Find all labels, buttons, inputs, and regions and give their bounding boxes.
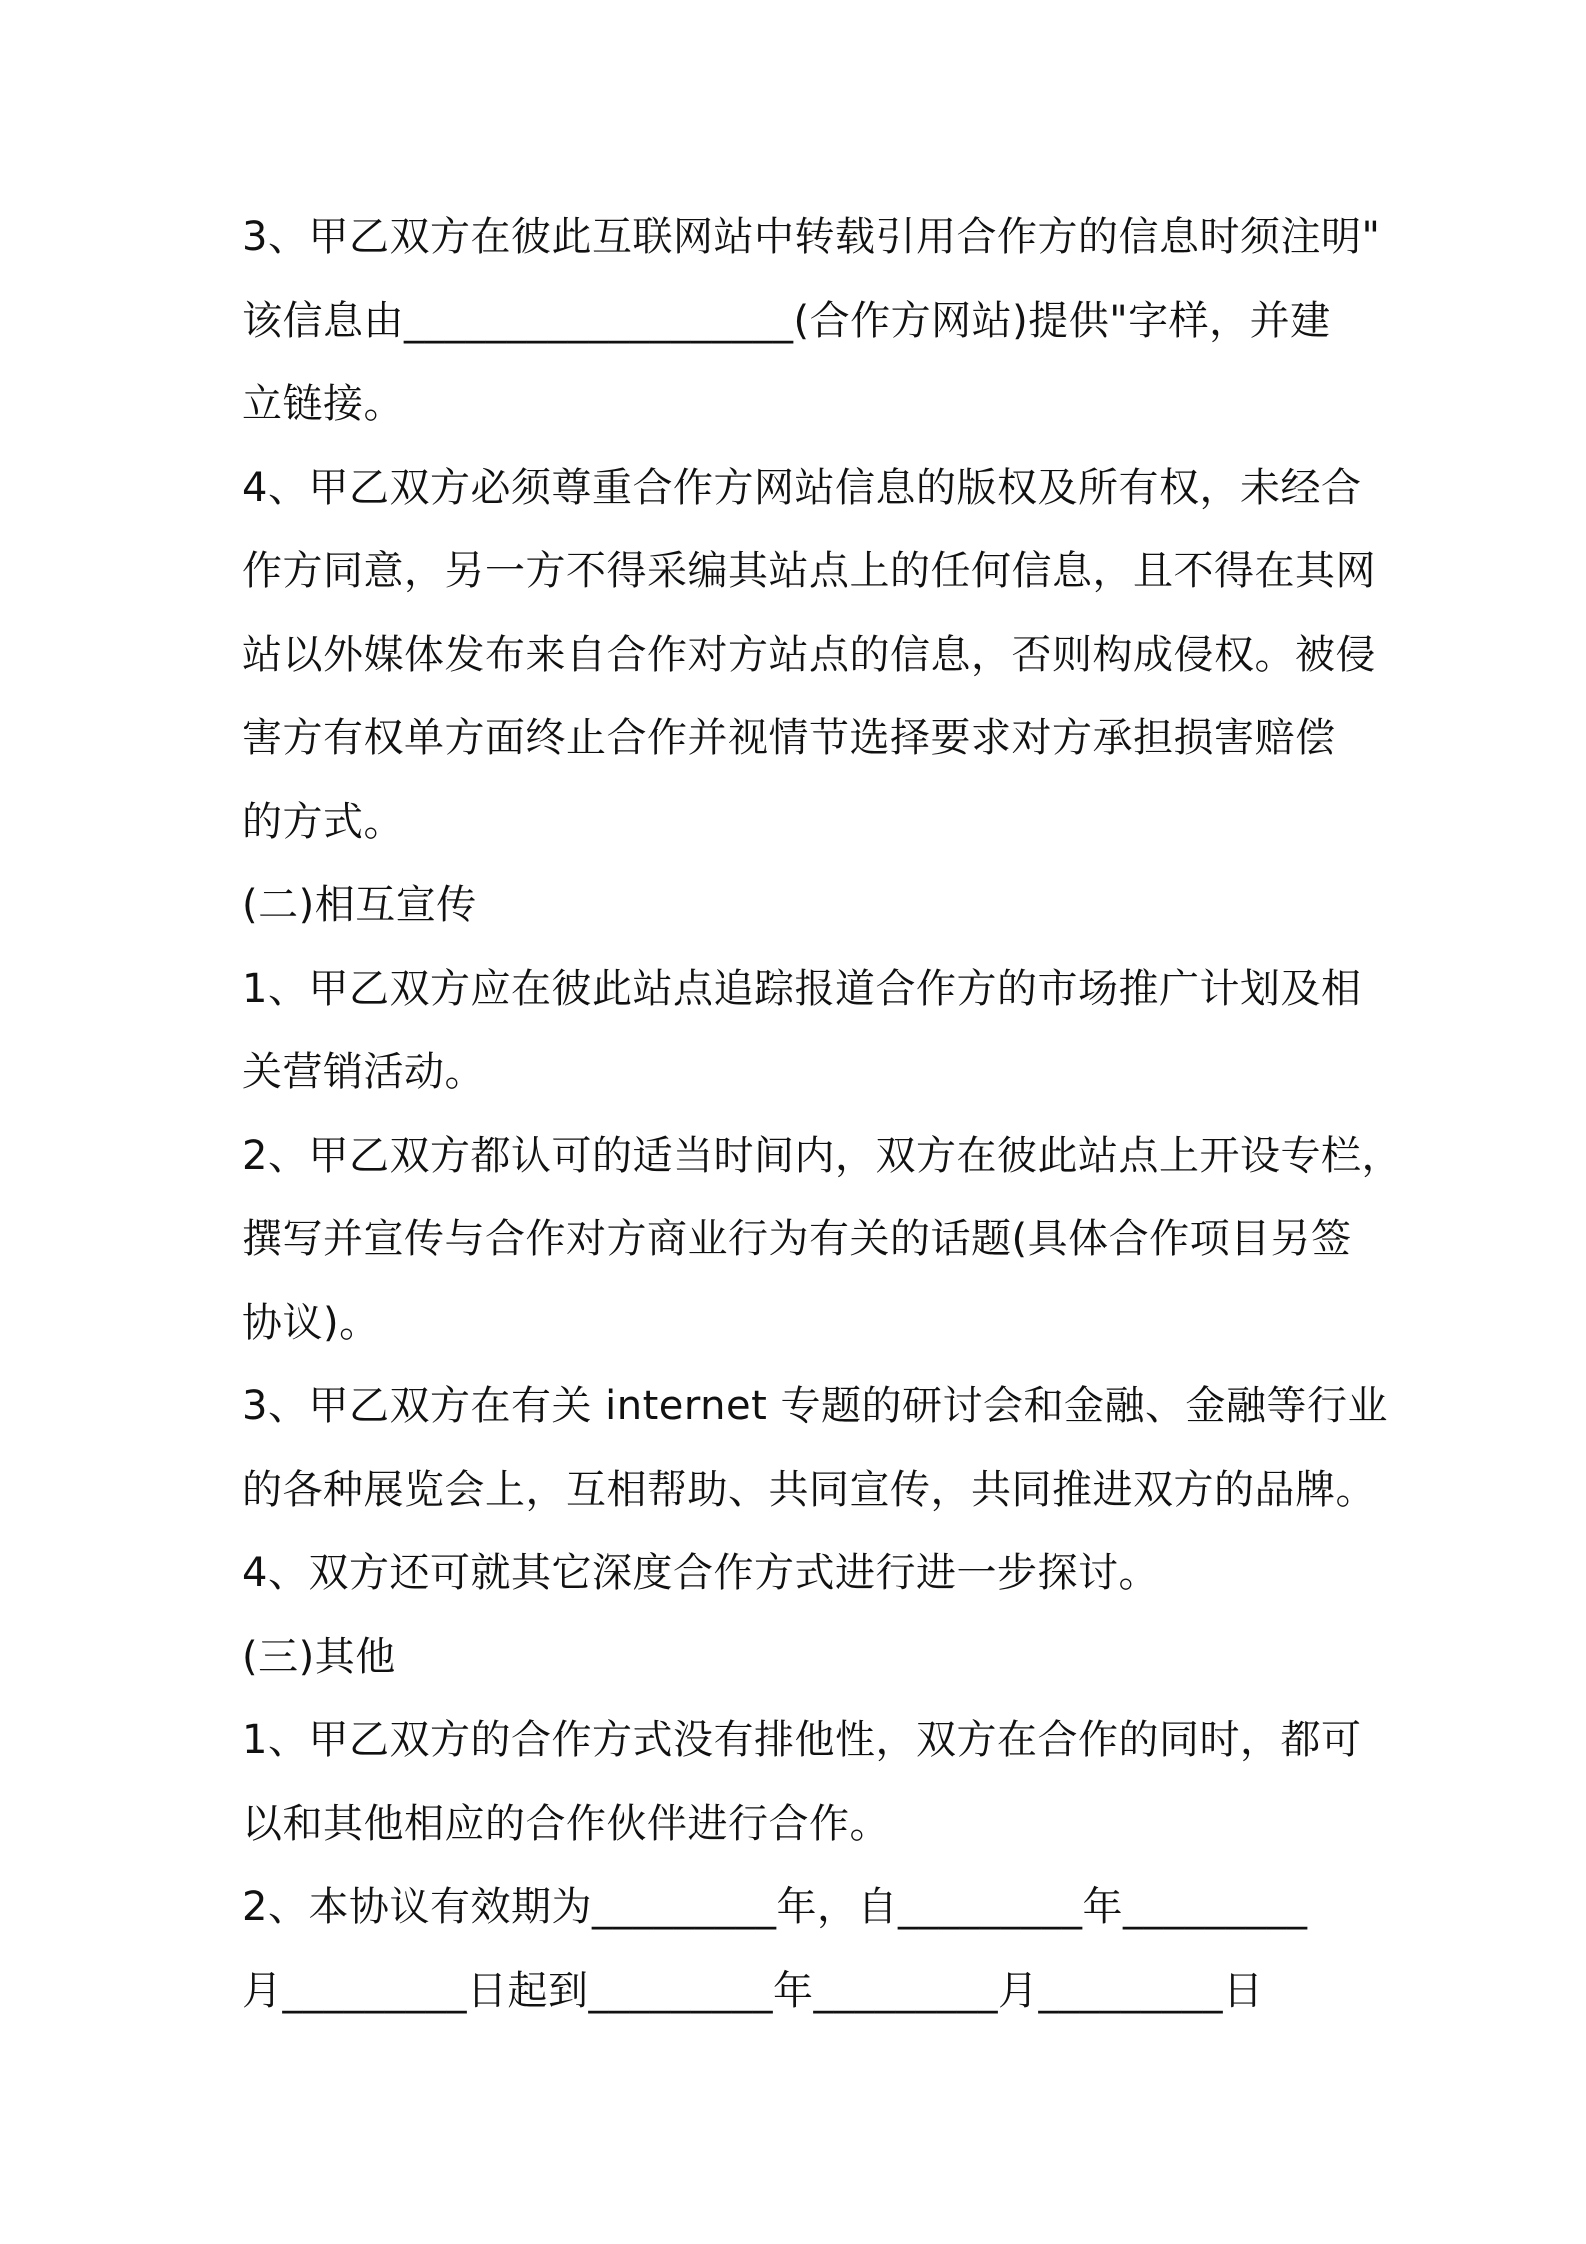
- text-line: 4、甲乙双方必须尊重合作方网站信息的版权及所有权，未经合: [242, 464, 1362, 511]
- section-heading: (三)其他: [242, 1633, 396, 1680]
- text-line: 月_________日起到_________年_________月_________日: [242, 1967, 1264, 2014]
- section-heading: (二)相互宣传: [242, 882, 477, 928]
- text-line: 3、甲乙双方在有关 internet 专题的研讨会和金融、金融等行业: [242, 1383, 1389, 1429]
- text-line: 1、甲乙双方应在彼此站点追踪报道合作方的市场推广计划及相: [242, 965, 1362, 1012]
- text-line: 立链接。: [242, 381, 404, 427]
- text-line: 4、双方还可就其它深度合作方式进行进一步探讨。: [242, 1550, 1159, 1596]
- text-line: 关营销活动。: [242, 1049, 485, 1095]
- text-line: 作方同意，另一方不得采编其站点上的任何信息，且不得在其网: [242, 548, 1376, 594]
- text-line: 的各种展览会上，互相帮助、共同宣传，共同推进双方的品牌。: [242, 1466, 1376, 1513]
- text-line: 站以外媒体发布来自合作对方站点的信息，否则构成侵权。被侵: [242, 631, 1376, 678]
- text-line: 1、甲乙双方的合作方式没有排他性，双方在合作的同时，都可: [242, 1717, 1362, 1763]
- text-line: 3、甲乙双方在彼此互联网站中转载引用合作方的信息时须注明": [242, 214, 1381, 260]
- text-line: 害方有权单方面终止合作并视情节选择要求对方承担损害赔偿: [242, 715, 1336, 761]
- text-line: 2、本协议有效期为_________年，自_________年_________: [242, 1884, 1308, 1930]
- text-line: 协议)。: [242, 1299, 380, 1346]
- text-line: 该信息由___________________(合作方网站)提供"字样，并建: [242, 297, 1331, 344]
- document-body: [242, 196, 1402, 2033]
- text-line: 以和其他相应的合作伙伴进行合作。: [242, 1800, 890, 1847]
- text-line: 2、甲乙双方都认可的适当时间内，双方在彼此站点上开设专栏，: [242, 1132, 1402, 1179]
- text-line: 撰写并宣传与合作对方商业行为有关的话题(具体合作项目另签: [242, 1216, 1352, 1262]
- text-line: 的方式。: [242, 798, 404, 845]
